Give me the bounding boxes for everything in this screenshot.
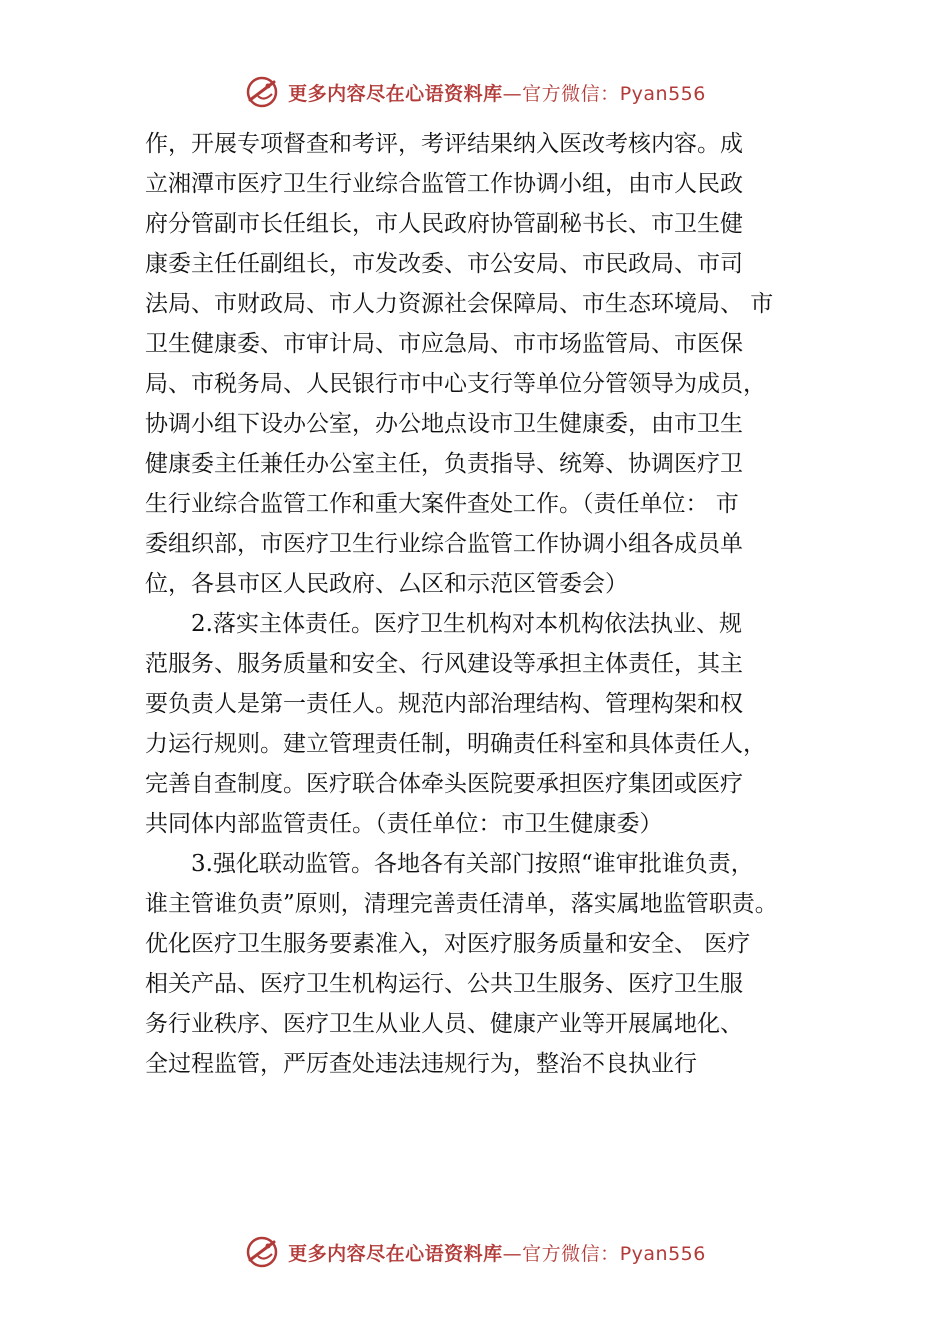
text-line: 完善自查制度。医疗联合体牵头医院要承担医疗集团或医疗: [145, 771, 743, 797]
brush-logo-icon: [244, 74, 280, 110]
text-line: 生行业综合监管工作和重大案件查处工作。（责任单位： 市: [145, 491, 739, 517]
text-line: 健康委主任兼任办公室主任，负责指导、统筹、协调医疗卫: [145, 451, 743, 477]
text-line: 卫生健康委、市审计局、市应急局、市市场监管局、市医保: [145, 331, 743, 357]
header-watermark: [0, 72, 950, 112]
watermark-text: 更多内容尽在心语资料库—官方微信：Pyan556: [288, 82, 706, 105]
footer-watermark: [0, 1232, 950, 1272]
text-line: 府分管副市长任组长，市人民政府协管副秘书长、市卫生健: [145, 211, 743, 237]
text-line: 相关产品、医疗卫生机构运行、公共卫生服务、医疗卫生服: [145, 971, 743, 997]
text-line: 务行业秩序、医疗卫生从业人员、健康产业等开展属地化、: [145, 1011, 743, 1037]
brush-logo-icon: [244, 1234, 280, 1270]
watermark-text: 更多内容尽在心语资料库—官方微信：Pyan556: [288, 1242, 706, 1265]
text-line: 立湘潭市医疗卫生行业综合监管工作协调小组，由市人民政: [145, 171, 743, 197]
text-line: 优化医疗卫生服务要素准入，对医疗服务质量和安全、 医疗: [145, 931, 751, 957]
text-line: 局、市税务局、人民银行市中心支行等单位分管领导为成员，: [145, 371, 766, 397]
text-line: 谁主管谁负责”原则，清理完善责任清单，落实属地监管职责。: [145, 891, 778, 917]
text-line: 3.强化联动监管。各地各有关部门按照“谁审批谁负责，: [191, 851, 754, 877]
text-line: 法局、市财政局、市人力资源社会保障局、市生态环境局、 市: [145, 291, 774, 317]
text-line: 全过程监管，严厉查处违法违规行为，整治不良执业行: [145, 1051, 697, 1077]
text-line: 力运行规则。建立管理责任制，明确责任科室和具体责任人，: [145, 731, 766, 757]
text-line: 要负责人是第一责任人。规范内部治理结构、管理构架和权: [145, 691, 743, 717]
text-line: 2.落实主体责任。医疗卫生机构对本机构依法执业、规: [191, 611, 742, 637]
text-line: 康委主任任副组长，市发改委、市公安局、市民政局、市司: [145, 251, 743, 277]
text-line: 委组织部，市医疗卫生行业综合监管工作协调小组各成员单: [145, 531, 743, 557]
text-line: 共同体内部监管责任。（责任单位：市卫生健康委）: [145, 811, 663, 837]
text-line: 协调小组下设办公室，办公地点设市卫生健康委，由市卫生: [145, 411, 743, 437]
text-line: 范服务、服务质量和安全、行风建设等承担主体责任，其主: [145, 651, 743, 677]
document-body: [145, 124, 835, 1084]
text-line: 位，各县市区人民政府、厶区和示范区管委会）: [145, 571, 628, 597]
text-line: 作，开展专项督查和考评，考评结果纳入医改考核内容。成: [145, 131, 743, 157]
